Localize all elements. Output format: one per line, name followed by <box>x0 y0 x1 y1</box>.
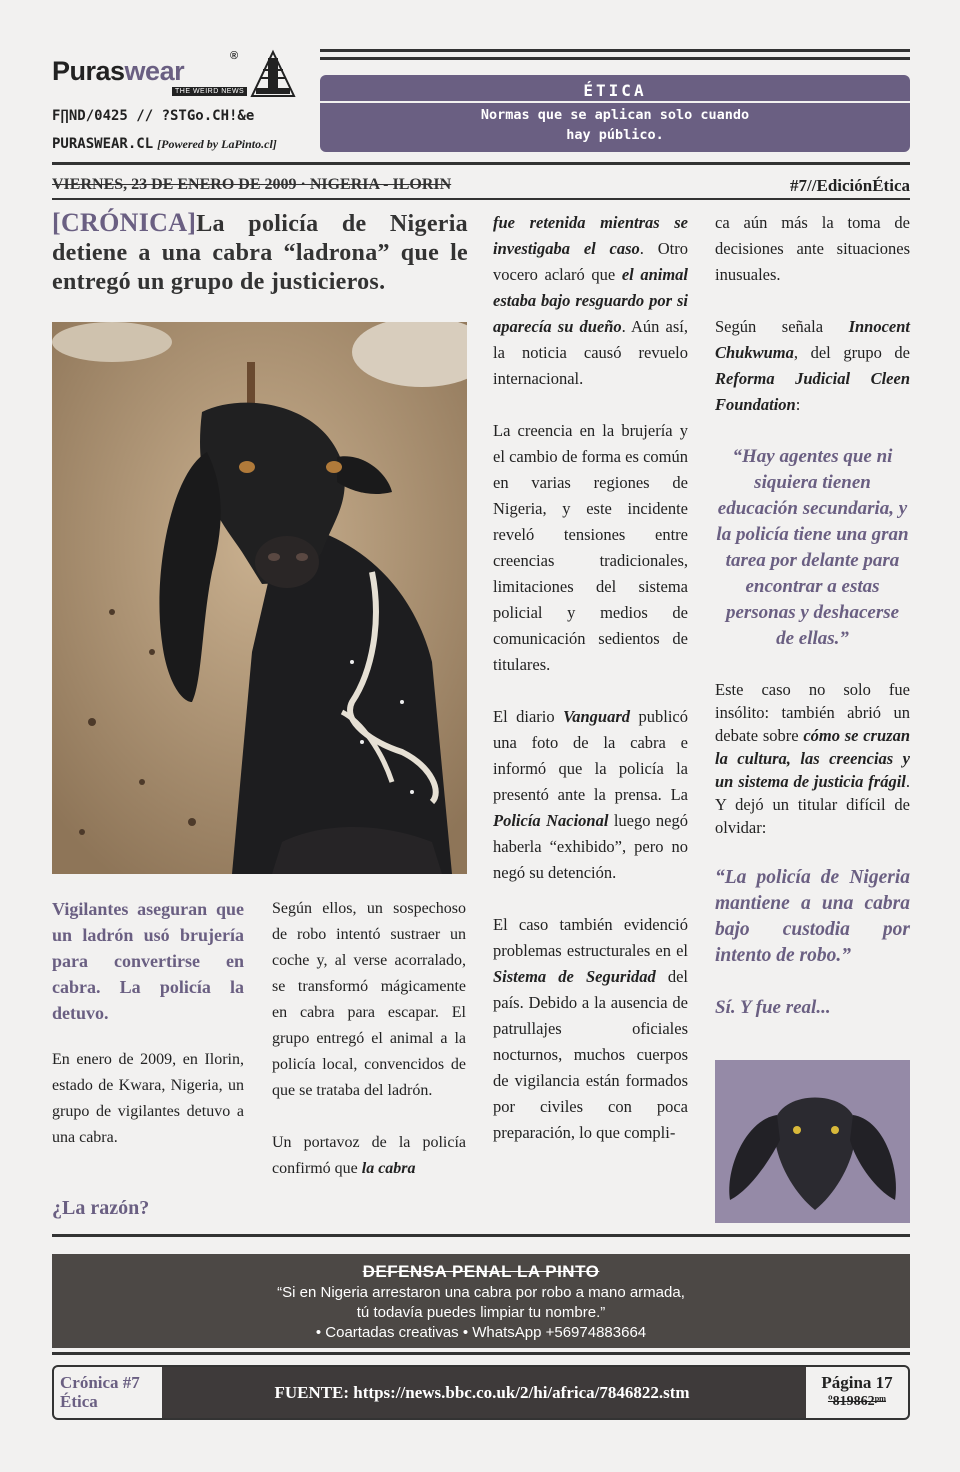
pull-quote: “Hay agentes que ni siquiera tienen educación secundaria, y la policía tiene una gran tarea por delante para encontrar a estas personas y deshacerse de ellas.” <box>716 446 909 649</box>
header-rule <box>320 49 910 52</box>
page-number <box>806 1367 908 1418</box>
pull-question: ¿La razón? <box>52 1197 150 1219</box>
body-paragraph: Un portavoz de la policía confirmó que la cabra <box>272 1134 466 1177</box>
ad-line: “Si en Nigeria arrestaron una cabra por robo a mano armada, <box>277 1284 685 1301</box>
page-footer <box>52 1365 910 1420</box>
dateline: VIERNES, 23 DE ENERO DE 2009 · NIGERIA - ILORIN <box>52 176 452 193</box>
footer-section-number: Crónica #7 <box>60 1373 140 1392</box>
footer-rule <box>52 1352 910 1355</box>
dateline-rule <box>52 198 910 200</box>
body-paragraph: Este caso no solo fue insólito: también abrió un debate sobre cómo se cruzan la cultura, las creencias y un sistema de justicia frágil. Y dejó un titular difícil de olvidar: <box>715 680 910 837</box>
header-rule <box>52 162 910 165</box>
ad-banner[interactable] <box>52 1254 910 1348</box>
article-subhead: Vigilantes aseguran que un ladrón usó brujería para convertirse en cabra. La policía la detuvo. <box>52 899 244 1023</box>
section-banner <box>320 75 910 152</box>
section-divider <box>320 101 910 103</box>
powered-by: [Powered by LaPinto.cl] <box>157 137 277 151</box>
article-headline <box>52 208 468 297</box>
footer-section <box>54 1367 162 1418</box>
body-paragraph: Según ellos, un sospechoso de robo intentó sustraer un coche y, al verse acorralado, se transformó mágicamente en cabra para escapar. El grupo entregó el animal a la policía local, convencidos de que se trataba del ladrón. <box>272 900 466 1099</box>
body-paragraph: Según señala Innocent Chukwuma, del grupo de Reforma Judicial Cleen Foundation: <box>715 317 910 414</box>
kicker: [CRÓNICA] <box>52 208 197 237</box>
logo-registered: ® <box>230 50 239 62</box>
code-line: F∏ND/0425 // ?STGo.CH!&e <box>52 108 255 124</box>
logo-wordmark: Puraswear <box>52 56 185 86</box>
logo-tagline: THE WEIRD NEWS <box>172 87 247 96</box>
source-link[interactable]: FUENTE: https://news.bbc.co.uk/2/hi/africa/7846822.stm <box>274 1383 690 1402</box>
ad-line: tú todavía puedes limpiar tu nombre.” <box>356 1304 606 1321</box>
body-column-3 <box>493 210 688 1172</box>
goat-photo <box>52 322 467 874</box>
body-paragraph: El caso también evidenció problemas estructurales en el Sistema de Seguridad del país. Debido a la ausencia de patrullajes oficiales nocturnos, muchos cuerpos de vigilancia están formados por civiles con poca preparación, lo que compli- <box>493 915 688 1142</box>
masthead-logo[interactable] <box>52 50 312 102</box>
body-paragraph: El diario Vanguard publicó una foto de la cabra e informó que la policía la presentó ante la prensa. La Policía Nacional luego negó haberla “exhibido”, pero no negó su detención. <box>493 707 688 882</box>
body-paragraph: En enero de 2009, en Ilorin, estado de Kwara, Nigeria, un grupo de vigilantes detuvo a una cabra. <box>52 1051 244 1146</box>
body-column-2 <box>272 896 466 1208</box>
ad-rule <box>52 1234 910 1237</box>
page-label: Página 17 <box>821 1373 893 1392</box>
headline-text: La policía de Nigeria detiene a una cabra “ladrona” que le entregó un grupo de justicieros. <box>52 211 468 295</box>
section-subtitle: Normas que se aplican solo cuando hay público. <box>480 107 750 143</box>
body-column-4 <box>715 210 910 1021</box>
site-link[interactable]: PURASWEAR.CL <box>52 136 154 152</box>
ad-contact[interactable]: • Coartadas creativas • WhatsApp +56974883664 <box>315 1324 647 1341</box>
pull-quote: “La policía de Nigeria mantiene a una cabra bajo custodia por intento de robo.” <box>715 867 910 966</box>
body-paragraph: fue retenida mientras se investigaba el caso. Otro vocero aclaró que el animal estaba bajo resguardo por si aparecía su dueño. Aún así, la noticia causó revuelo internacional. <box>493 213 688 388</box>
pyramid-logo-icon <box>248 48 298 100</box>
site-line <box>52 136 277 152</box>
edition-label: #7//EdiciónÉtica <box>790 176 910 195</box>
header-rule <box>320 57 910 60</box>
ad-title: DEFENSA PENAL LA PINTO <box>362 1262 600 1281</box>
page-code: º819862ᵖᵐ <box>827 1394 887 1409</box>
goat-thumbnail <box>715 1060 910 1223</box>
section-title: ÉTICA <box>583 81 647 100</box>
body-paragraph: ca aún más la toma de decisiones ante situaciones inusuales. <box>715 213 910 284</box>
closing-line: Sí. Y fue real... <box>715 997 831 1018</box>
body-paragraph: La creencia en la brujería y el cambio de forma es común en varias regiones de Nigeria, y este incidente reveló tensiones entre creencias tradicionales, limitaciones del sistema policial y medios de comunicación sedientos de titulares. <box>493 421 688 674</box>
footer-section-name: Ética <box>60 1392 98 1411</box>
